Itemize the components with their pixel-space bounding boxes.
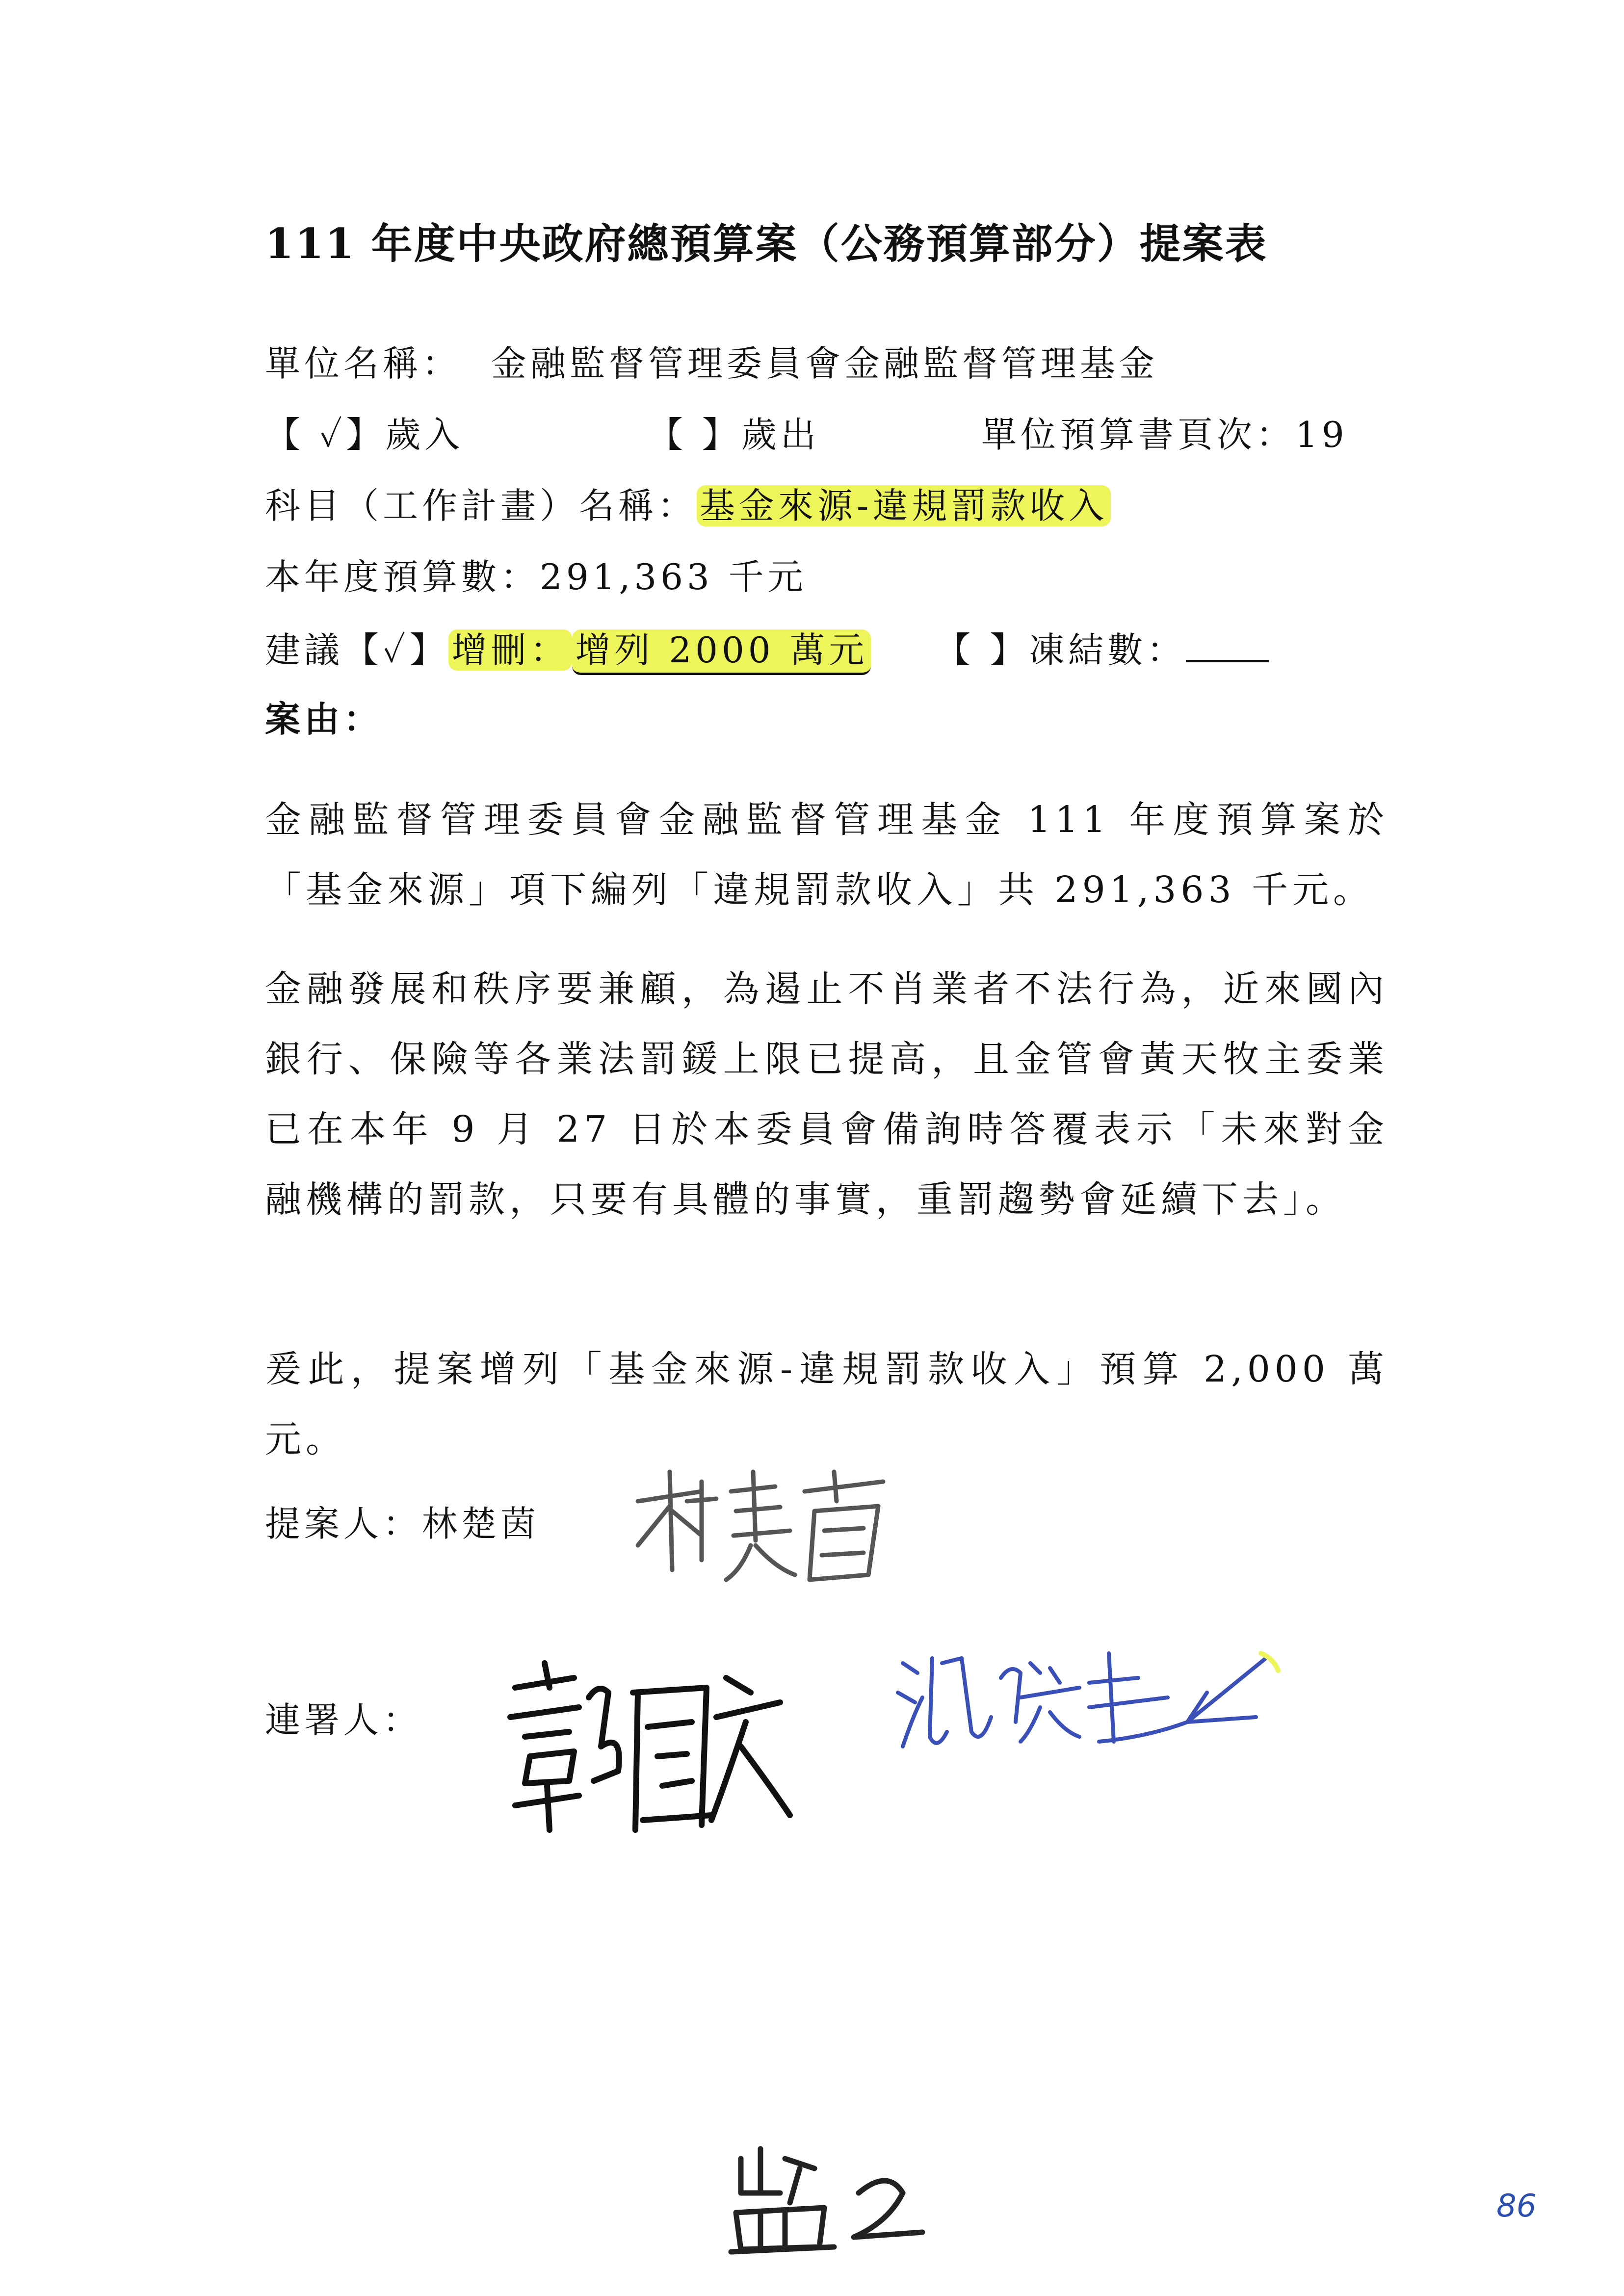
unit-row — [265, 343, 1158, 384]
reason-paragraph-1: 金融監督管理委員會金融監督管理基金 111 年度預算案於「基金來源」項下編列「違規罰款收入」共 291,363 千元。 — [265, 799, 1388, 911]
page-reference — [981, 414, 1348, 455]
budget-value: 291,363 千元 — [540, 556, 807, 598]
suggestion-prefix: 建議【✓】 — [265, 629, 449, 671]
budget-label: 本年度預算數： — [265, 556, 540, 598]
cosigner-signature-1 — [496, 1658, 800, 1854]
reason-paragraph-2: 金融發展和秩序要兼顧，為遏止不肖業者不法行為，近來國內銀行、保險等各業法罰鍰上限已提高，且金管會黃天牧主委業已在本年 9 月 27 日於本委員會備詢時答覆表示「未來對金融機構的罰款，只要有具體的事實，重罰趨勢會延續下去」。 — [265, 968, 1388, 1221]
unit-label: 單位名稱： — [265, 343, 462, 384]
proposer-signature — [628, 1462, 903, 1590]
reason-paragraph-3: 爰此，提案增列「基金來源-違規罰款收入」預算 2,000 萬元。 — [265, 1348, 1388, 1461]
freeze-blank — [1186, 630, 1269, 662]
freeze-label: 凍結數： — [1029, 629, 1186, 671]
expense-checkbox: 【 】歲出 — [648, 414, 820, 455]
revenue-checkbox: 【 ✓】歲入 — [265, 414, 464, 455]
change-value: 增列 2000 萬元 — [572, 629, 871, 675]
suggestion-row — [265, 629, 1269, 671]
proposer-row — [265, 1503, 540, 1544]
cosigner-label: 連署人： — [265, 1699, 422, 1741]
bottom-handwritten-mark — [726, 2139, 942, 2257]
change-label: 增刪： — [448, 629, 572, 671]
page-ref-label: 單位預算書頁次： — [981, 414, 1296, 455]
subject-label: 科目（工作計畫）名稱： — [265, 485, 697, 526]
reason-heading: 案由： — [265, 698, 383, 740]
document-title: 111 年度中央政府總預算案（公務預算部分）提案表 — [265, 219, 1268, 268]
cosigner-signature-2 — [893, 1634, 1285, 1761]
subject-value: 基金來源-違規罰款收入 — [697, 485, 1111, 526]
budget-row — [265, 556, 807, 598]
proposer-name: 林楚茵 — [422, 1503, 540, 1544]
proposer-label: 提案人： — [265, 1503, 422, 1544]
page-ref-value: 19 — [1295, 414, 1348, 455]
subject-row — [265, 485, 1111, 526]
unit-value: 金融監督管理委員會金融監督管理基金 — [491, 343, 1158, 384]
page-number: 86 — [1496, 2188, 1537, 2224]
freeze-box: 【 】 — [935, 629, 1029, 671]
